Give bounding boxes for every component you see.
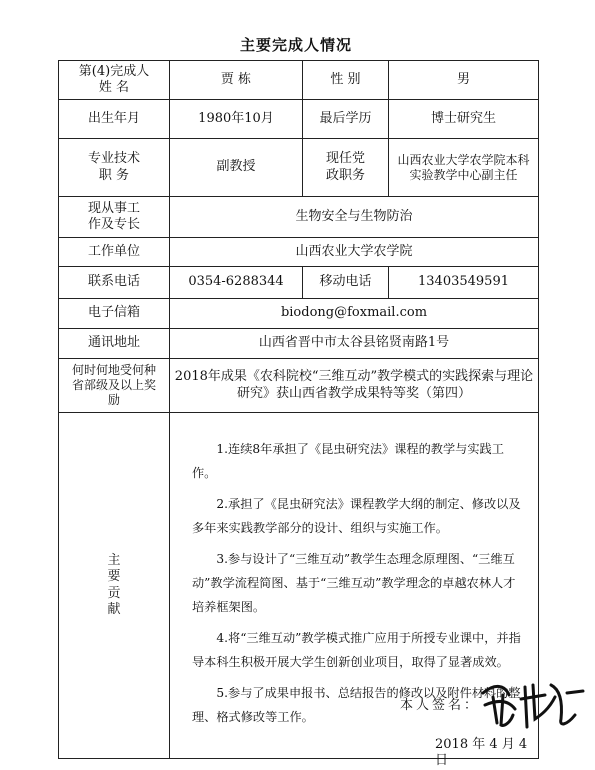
label-char: 要 <box>107 569 121 585</box>
row-phone <box>59 267 539 299</box>
row-birth <box>59 100 539 139</box>
value-gender: 男 <box>389 61 539 100</box>
value-title: 副教授 <box>170 139 303 197</box>
row-workplace <box>59 238 539 267</box>
contribution-item: 1.连续8年承担了《昆虫研究法》课程的教学与实践工作。 <box>192 442 504 480</box>
value-phone: 0354-6288344 <box>170 267 303 299</box>
value-birth: 1980年10月 <box>170 100 303 139</box>
label-specialty: 现从事工 作及专长 <box>59 197 170 238</box>
value-education: 博士研究生 <box>389 100 539 139</box>
contribution-item: 4.将“三维互动”教学模式推广应用于所授专业课中，并指导本科生积极开展大学生创新创业项目，取得了显著成效。 <box>192 631 521 669</box>
contribution-item: 2.承担了《昆虫研究法》课程教学大纲的制定、修改以及多年来实践教学部分的设计、组织与实施工作。 <box>192 497 521 535</box>
label-name: 第(4)完成人 姓 名 <box>59 61 170 100</box>
signature-date: 2018 年 4 月 4 日 <box>435 737 528 769</box>
label-char: 主 <box>107 553 121 568</box>
contribution-item: 3.参与设计了“三维互动”教学生态理念原理图、“三维互动”教学流程简图、基于“三维互动”教学理念的卓越农林人才培养框架图。 <box>192 552 516 614</box>
label-title: 专业技术 职 务 <box>59 139 170 197</box>
page-title: 主要完成人情况 <box>239 36 352 54</box>
handwritten-signature <box>475 675 595 735</box>
value-mobile: 13403549591 <box>389 267 539 299</box>
label-phone: 联系电话 <box>59 267 170 299</box>
signature-label: 本人签名： <box>400 698 481 713</box>
value-specialty: 生物安全与生物防治 <box>170 197 539 238</box>
label-gender: 性 别 <box>303 61 389 100</box>
label-mobile: 移动电话 <box>303 267 389 299</box>
personnel-form-table <box>58 60 539 769</box>
label-post: 现任党 政职务 <box>303 139 389 197</box>
label-email: 电子信箱 <box>59 299 170 329</box>
value-email: biodong@foxmail.com <box>170 299 539 329</box>
label-birth: 出生年月 <box>59 100 170 139</box>
label-char: 献 <box>107 601 121 617</box>
row-specialty <box>59 197 539 238</box>
value-address: 山西省晋中市太谷县铭贤南路1号 <box>170 329 539 359</box>
label-address: 通讯地址 <box>59 329 170 359</box>
label-workplace: 工作单位 <box>59 238 170 267</box>
row-address <box>59 329 539 359</box>
row-contribution <box>59 413 539 759</box>
row-award <box>59 359 539 413</box>
contribution-content <box>170 413 539 769</box>
value-award: 2018年成果《农科院校“三维互动”教学模式的实践探索与理论研究》获山西省教学成果特等奖（第四） <box>170 359 539 413</box>
contribution-item: 5.参与了成果申报书、总结报告的修改以及附件材料的整理、格式修改等工作。 <box>192 686 521 724</box>
label-contribution <box>59 413 170 759</box>
label-award: 何时何地受何种 省部级及以上奖 励 <box>59 359 170 413</box>
value-workplace: 山西农业大学农学院 <box>170 238 539 267</box>
row-email <box>59 299 539 329</box>
row-title <box>59 139 539 197</box>
label-char: 贡 <box>107 585 121 601</box>
value-post: 山西农业大学农学院本科实验教学中心副主任 <box>389 139 539 197</box>
row-name <box>59 61 539 100</box>
label-education: 最后学历 <box>303 100 389 139</box>
value-name: 贾 栋 <box>170 61 303 100</box>
